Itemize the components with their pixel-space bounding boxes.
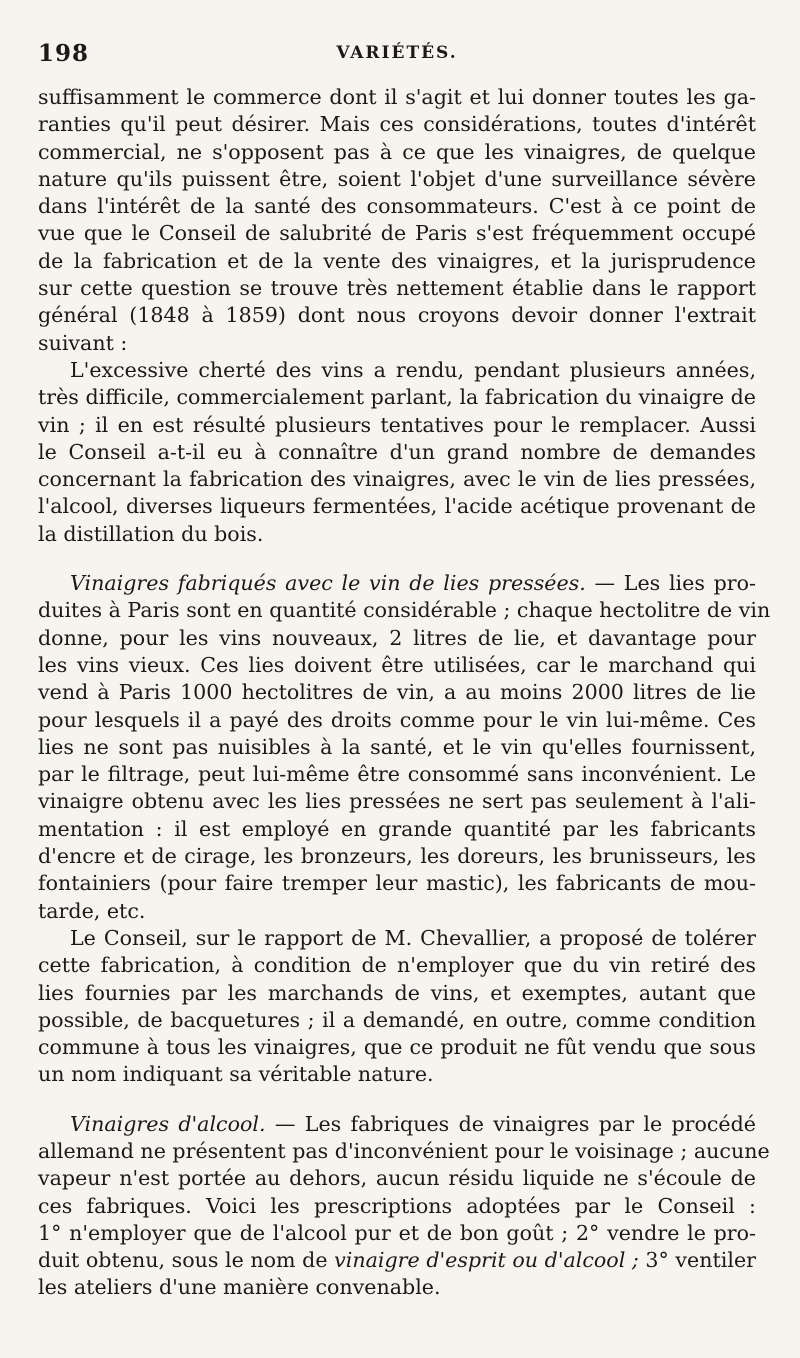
text-line: nature qu'ils puissent être, soient l'objet d'une surveillance sévère [38,166,756,191]
text-line: duites à Paris sont en quantité considérable ; chaque hectolitre de vin [38,598,771,623]
text-line: de la fabrication et de la vente des vinaigres, et la jurisprudence [38,248,756,273]
paragraph-2 [38,357,756,548]
text-line [38,1111,756,1138]
text-line: mentation : il est employé en grande quantité par les fabricants [38,816,756,841]
text-line: lies fournies par les marchands de vins, et exemptes, autant que [38,980,756,1005]
section-heading: Vinaigres d'alcool. [70,1111,266,1136]
paragraph-gap [38,1089,756,1111]
text-line: le Conseil a-t-il eu à connaître d'un grand nombre de demandes [38,439,756,464]
text-line [38,1247,756,1274]
paragraph-4 [38,925,756,1089]
text-line: tarde, etc. [38,898,146,923]
text-line: sur cette question se trouve très nettement établie dans le rapport [38,276,756,301]
italic-phrase: vinaigre d'esprit ou d'alcool ; [334,1248,639,1273]
text-line: allemand ne présentent pas d'inconvénient pour le voisinage ; aucune [38,1138,770,1163]
text-line: dans l'intérêt de la santé des consommateurs. C'est à ce point de [38,194,756,219]
line-end: 3° ventiler [638,1248,756,1273]
text-line: commune à tous les vinaigres, que ce produit ne fût vendu que sous [38,1035,756,1060]
text-line: L'excessive cherté des vins a rendu, pendant plusieurs années, [70,357,756,382]
text-line: les vins vieux. Ces lies doivent être utilisées, car le marchand qui [38,652,756,677]
text-line: suivant : [38,330,128,355]
paragraph-1 [38,84,756,357]
text-line: ranties qu'il peut désirer. Mais ces considérations, toutes d'intérêt [38,112,756,137]
running-title: VARIÉTÉS. [336,43,458,63]
page-number: 198 [38,40,90,67]
text-line: très difficile, commercialement parlant, la fabrication du vinaigre de [38,385,756,410]
heading-continuation: — Les lies pro- [585,571,756,596]
text-line: général (1848 à 1859) dont nous croyons devoir donner l'extrait [38,303,756,328]
text-line: commercial, ne s'opposent pas à ce que les vinaigres, de quelque [38,139,756,164]
text-line: suffisamment le commerce dont il s'agit et lui donner toutes les ga- [38,85,756,109]
text-line: vend à Paris 1000 hectolitres de vin, a au moins 2000 litres de lie [38,680,756,705]
text-line: Le Conseil, sur le rapport de M. Chevallier, a proposé de tolérer [70,925,756,950]
paragraph-5 [38,1111,770,1302]
page-body [38,84,771,1302]
text-line: vue que le Conseil de salubrité de Paris s'est fréquemment occupé [38,221,756,246]
text-line: vapeur n'est portée au dehors, aucun résidu liquide ne s'écoule de [38,1166,756,1191]
text-line: concernant la fabrication des vinaigres, avec le vin de lies pressées, [38,467,756,492]
text-line: pour lesquels il a payé des droits comme pour le vin lui-même. Ces [38,707,756,732]
text-line: lies ne sont pas nuisibles à la santé, et le vin qu'elles fournissent, [38,734,756,759]
text-line: 1° n'employer que de l'alcool pur et de bon goût ; 2° vendre le pro- [38,1220,756,1245]
paragraph-3 [38,570,771,925]
text-line: la distillation du bois. [38,521,264,546]
text-line: vin ; il en est résulté plusieurs tentatives pour le remplacer. Aussi [38,412,756,437]
text-line: vinaigre obtenu avec les lies pressées ne sert pas seulement à l'ali- [38,789,756,814]
text-line: l'alcool, diverses liqueurs fermentées, l'acide acétique provenant de [38,494,756,519]
section-heading: Vinaigres fabriqués avec le vin de lies pressées. [70,571,586,596]
text-line: possible, de bacquetures ; il a demandé, en outre, comme condition [38,1007,756,1032]
text-line: un nom indiquant sa véritable nature. [38,1062,434,1087]
text-line: donne, pour les vins nouveaux, 2 litres de lie, et davantage pour [38,625,756,650]
line-start: duit obtenu, sous le nom de [38,1248,335,1273]
text-line: cette fabrication, à condition de n'employer que du vin retiré des [38,953,756,978]
text-line: fontainiers (pour faire tremper leur mastic), les fabricants de mou- [38,871,756,896]
text-line: ces fabriques. Voici les prescriptions adoptées par le Conseil : [38,1193,756,1218]
text-line: par le filtrage, peut lui-même être consommé sans inconvénient. Le [38,762,756,787]
text-line: d'encre et de cirage, les bronzeurs, les doreurs, les brunisseurs, les [38,844,756,869]
running-head [38,40,756,76]
heading-continuation: — Les fabriques de vinaigres par le procédé [265,1111,756,1136]
paragraph-gap [38,548,756,570]
text-line: les ateliers d'une manière convenable. [38,1275,441,1300]
text-line [38,570,756,597]
